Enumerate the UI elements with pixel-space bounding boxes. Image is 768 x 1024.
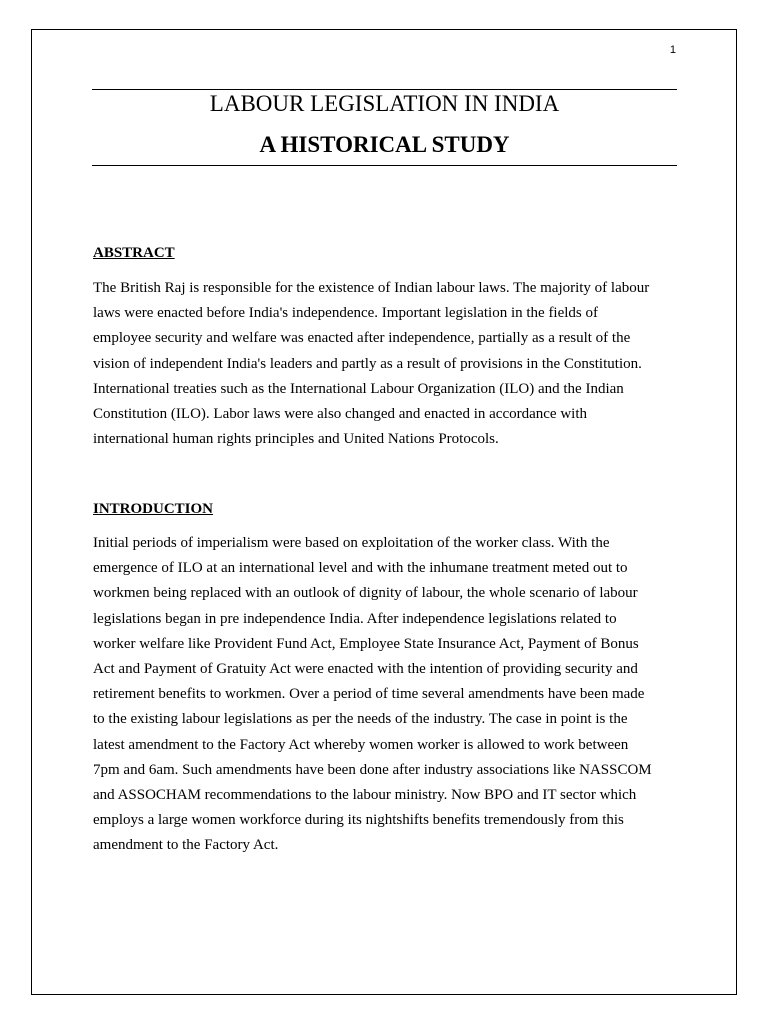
abstract-paragraph	[93, 276, 683, 452]
introduction-line: retirement benefits to workmen. Over a period of time several amendments have been made	[93, 686, 645, 703]
abstract-line: Constitution (ILO). Labor laws were also changed and enacted in accordance with	[93, 406, 587, 423]
abstract-line: employee security and welfare was enacted after independence, partially as a result of the	[93, 330, 631, 347]
introduction-heading: INTRODUCTION	[93, 501, 214, 517]
introduction-line: Initial periods of imperialism were based on exploitation of the worker class. With the	[93, 535, 610, 551]
introduction-line: 7pm and 6am. Such amendments have been done after industry associations like NASSCOM	[93, 761, 652, 778]
abstract-line: laws were enacted before India's independence. Important legislation in the fields of	[93, 305, 599, 322]
abstract-line: international human rights principles and United Nations Protocols.	[93, 431, 499, 448]
introduction-line: Act and Payment of Gratuity Act were enacted with the intention of providing security and	[93, 661, 638, 678]
introduction-line: to the existing labour legislations as per the needs of the industry. The case in point is the	[93, 711, 628, 728]
introduction-line: and ASSOCHAM recommendations to the labour ministry. Now BPO and IT sector which	[93, 787, 637, 804]
title-bottom-rule	[92, 165, 677, 166]
document-subtitle: A HISTORICAL STUDY	[259, 132, 510, 157]
introduction-line: latest amendment to the Factory Act whereby women worker is allowed to work between	[93, 736, 629, 753]
introduction-paragraph	[93, 531, 683, 859]
document-title: LABOUR LEGISLATION IN INDIA	[209, 91, 560, 116]
abstract-heading: ABSTRACT	[93, 245, 175, 261]
introduction-line: worker welfare like Provident Fund Act, Employee State Insurance Act, Payment of Bonus	[93, 635, 639, 652]
introduction-line: amendment to the Factory Act.	[93, 837, 279, 854]
abstract-line: The British Raj is responsible for the existence of Indian labour laws. The majority of labour	[93, 280, 650, 296]
introduction-line: legislations began in pre independence India. After independence legislations related to	[93, 610, 617, 627]
introduction-line: workmen being replaced with an outlook of dignity of labour, the whole scenario of labour	[93, 585, 638, 602]
abstract-line: vision of independent India's leaders and partly as a result of provisions in the Constitution.	[93, 355, 642, 372]
abstract-line: International treaties such as the International Labour Organization (ILO) and the Indian	[93, 380, 624, 397]
introduction-line: emergence of ILO at an international level and with the inhumane treatment meted out to	[93, 560, 628, 577]
introduction-line: employs a large women workforce during its nightshifts benefits tremendously from this	[93, 812, 624, 829]
page-number: 1	[669, 44, 676, 56]
